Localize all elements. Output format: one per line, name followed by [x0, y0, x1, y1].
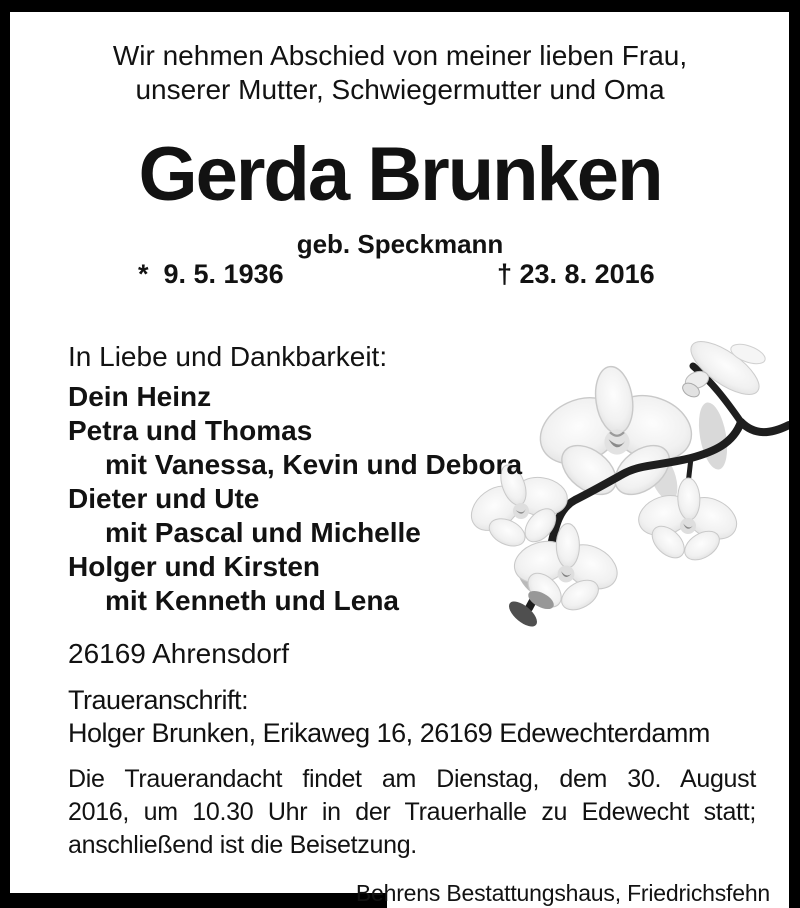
maiden-name: geb. Speckmann [296, 229, 504, 259]
intro-line-2: unserer Mutter, Schwiegermutter und Oma [135, 74, 665, 105]
mourner-line: mit Vanessa, Kevin und Debora [105, 449, 523, 480]
mourner-line: Holger und Kirsten [68, 551, 321, 582]
frame-bottom-bar [0, 893, 387, 908]
funeral-home-credit: Behrens Bestattungshaus, Friedrichsfehn [355, 880, 770, 906]
address-label: Traueranschrift: [68, 685, 249, 715]
service-line-1: Die Trauerandacht findet am Dienstag, dem 30. August [68, 765, 756, 793]
dates-row [0, 259, 800, 295]
address-value: Holger Brunken, Erikaweg 16, 26169 Edewechterdamm [68, 718, 710, 748]
mourner-line: mit Pascal und Michelle [105, 517, 421, 548]
mourner-line: Dieter und Ute [68, 483, 260, 514]
city-line: 26169 Ahrensdorf [68, 638, 290, 669]
service-line-2: 2016, um 10.30 Uhr in der Trauerhalle zu Edewecht statt; [68, 798, 756, 826]
mourning-intro: In Liebe und Dankbarkeit: [68, 341, 388, 372]
mourner-line: mit Kenneth und Lena [105, 585, 399, 616]
mourner-line: Petra und Thomas [68, 415, 313, 446]
deceased-name: Gerda Brunken [138, 132, 662, 217]
frame-top-bar [0, 0, 800, 12]
mourners-list [68, 380, 522, 618]
intro-text [0, 39, 800, 107]
mourner-line: Dein Heinz [68, 381, 212, 412]
birth-date: * 9. 5. 1936 [138, 259, 284, 289]
intro-line-1: Wir nehmen Abschied von meiner lieben Frau, [112, 40, 688, 71]
death-date: † 23. 8. 2016 [497, 259, 655, 289]
service-line-3: anschließend ist die Beisetzung. [68, 831, 417, 859]
service-info [68, 763, 756, 862]
